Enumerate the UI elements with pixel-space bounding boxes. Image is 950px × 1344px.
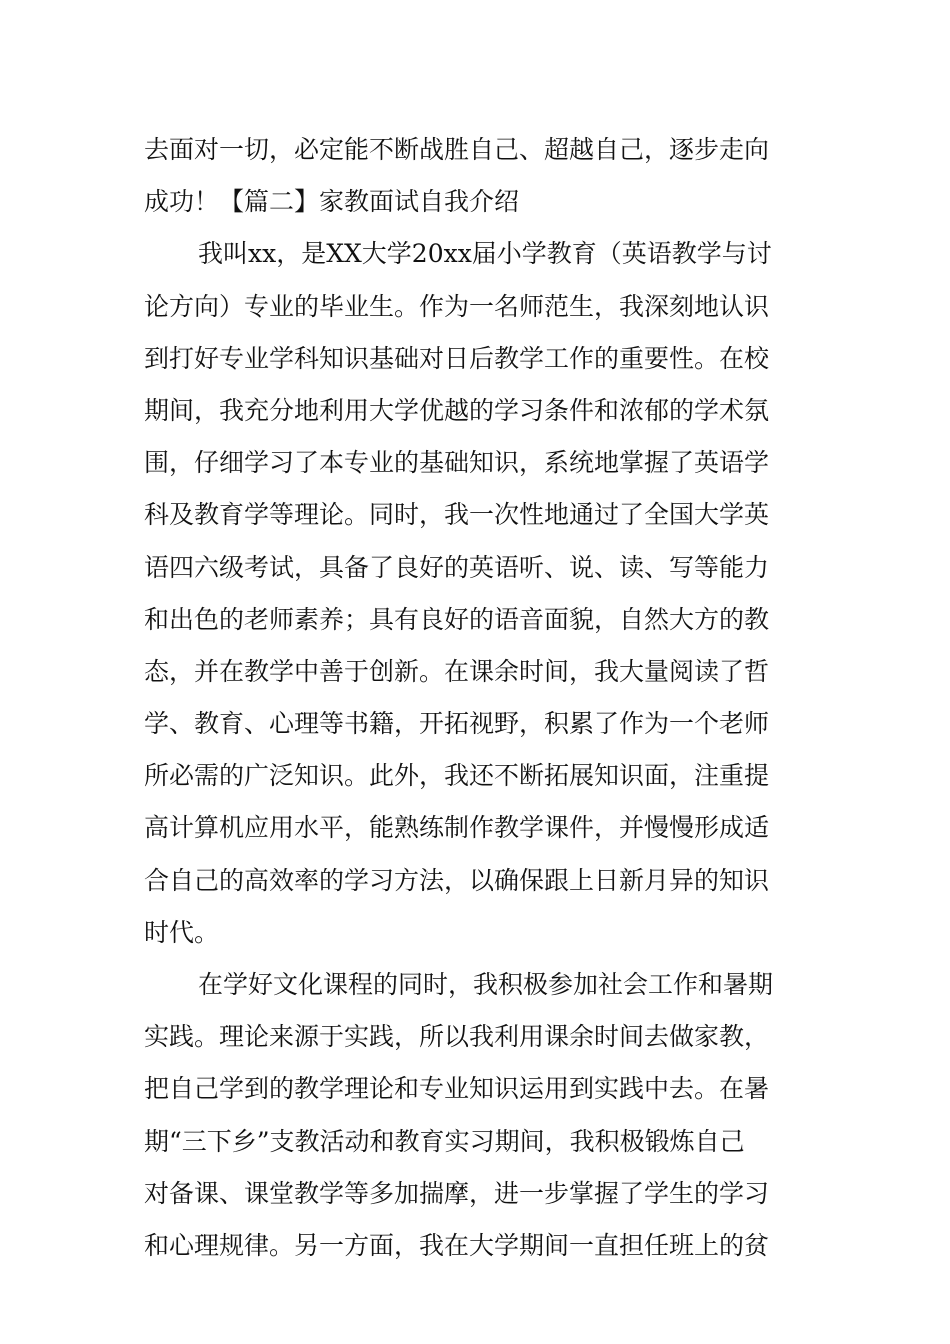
text-line: 实践。理论来源于实践，所以我利用课余时间去做家教， [144,1022,770,1052]
text-line: 和出色的老师素养；具有良好的语音面貌，自然大方的教 [144,604,770,634]
text-line: 合自己的高效率的学习方法，以确保跟上日新月异的知识 [144,865,770,895]
text-line: 期“三下乡”支教活动和教育实习期间，我积极锻炼自己 [144,1126,745,1156]
text-line: 和心理规律。另一方面，我在大学期间一直担任班上的贫 [144,1230,770,1260]
text-line: 态，并在教学中善于创新。在课余时间，我大量阅读了哲 [144,656,770,686]
text-line: 到打好专业学科知识基础对日后教学工作的重要性。在校 [144,343,770,373]
text-line: 把自己学到的教学理论和专业知识运用到实践中去。在暑 [144,1074,770,1104]
text-line: 成功！【篇二】家教面试自我介绍 [144,187,520,217]
text-line: 去面对一切，必定能不断战胜自己、超越自己，逐步走向 [144,135,770,164]
text-line: 时代。 [144,917,220,947]
text-line: 围，仔细学习了本专业的基础知识，系统地掌握了英语学 [144,448,770,478]
text-line: 科及教育学等理论。同时，我一次性地通过了全国大学英 [144,500,770,530]
paragraph-first-line: 我叫xx，是XX大学20xx届小学教育（英语教学与讨 [198,239,772,269]
text-line: 所必需的广泛知识。此外，我还不断拓展知识面，注重提 [144,761,770,791]
text-line: 语四六级考试，具备了良好的英语听、说、读、写等能力 [144,552,770,582]
text-line: 对备课、课堂教学等多加揣摩，进一步掌握了学生的学习 [144,1178,770,1208]
text-line: 高计算机应用水平，能熟练制作教学课件，并慢慢形成适 [144,813,770,843]
text-line: 论方向）专业的毕业生。作为一名师范生，我深刻地认识 [144,291,770,321]
text-line: 学、教育、心理等书籍，开拓视野，积累了作为一个老师 [144,709,770,739]
document-body [144,124,809,1272]
paragraph-first-line: 在学好文化课程的同时，我积极参加社会工作和暑期 [198,970,774,999]
text-line: 期间，我充分地利用大学优越的学习条件和浓郁的学术氛 [144,395,770,425]
